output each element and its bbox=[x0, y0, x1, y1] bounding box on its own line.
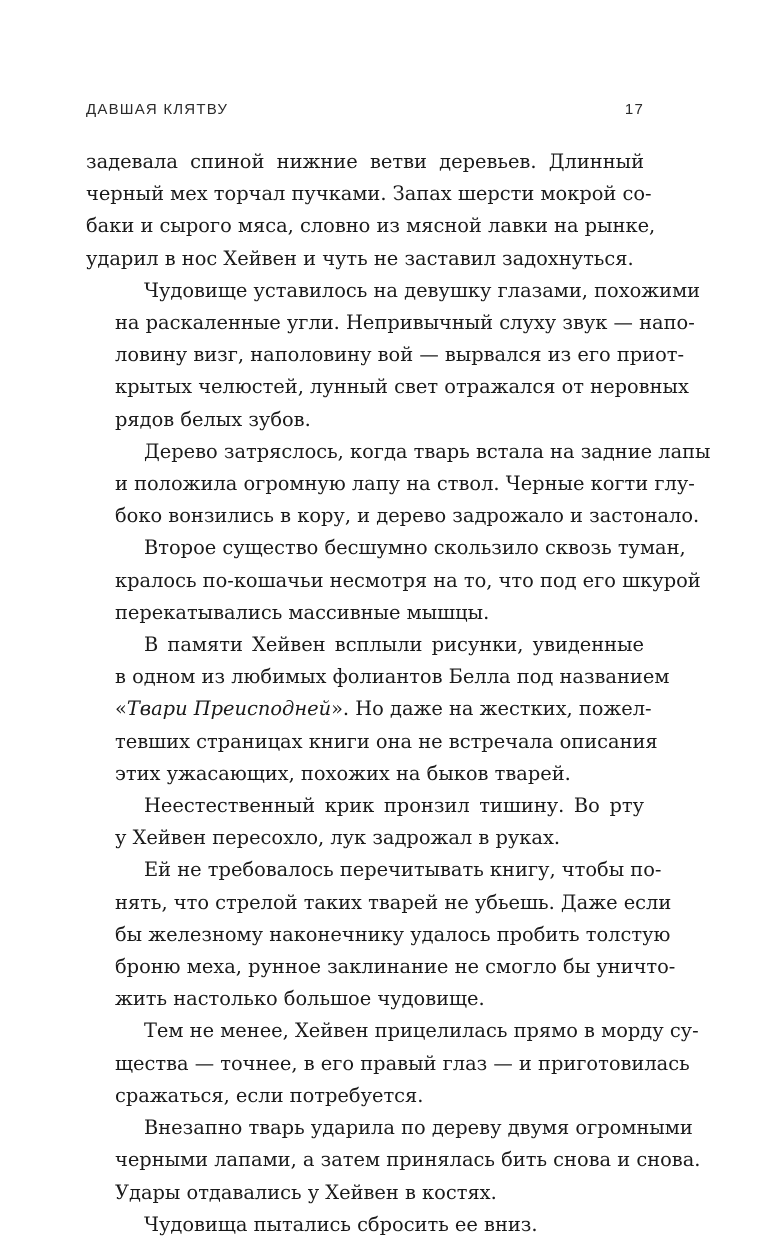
paragraph-1 bbox=[86, 146, 656, 275]
text-line: Чудовища пытались сбросить ее вниз. bbox=[144, 1212, 538, 1236]
paragraph-2 bbox=[86, 275, 701, 436]
paragraph-5 bbox=[86, 629, 670, 790]
paragraph-10 bbox=[86, 1209, 644, 1241]
running-header bbox=[86, 101, 644, 125]
text-line: баки и сырого мяса, словно из мясной лавки на рынке, bbox=[86, 214, 656, 238]
text-line: задевала спиной нижние ветви деревьев. Длинный bbox=[86, 150, 644, 173]
text-line-with-title bbox=[86, 693, 652, 725]
text-line: у Хейвен пересохло, лук задрожал в руках. bbox=[115, 826, 561, 850]
text-line: ловину визг, наполовину вой — вырвался из его приот- bbox=[115, 343, 685, 367]
paragraph-7 bbox=[86, 854, 676, 1015]
text-line: черный мех торчал пучками. Запах шерсти мокрой со- bbox=[86, 182, 652, 206]
text-line: тевших страницах книги она не встречала описания bbox=[115, 729, 658, 753]
text-line: щества — точнее, в его правый глаз — и приготовилась bbox=[115, 1051, 690, 1075]
text-line: бы железному наконечнику удалось пробить толстую bbox=[115, 922, 671, 946]
text-line: Внезапно тварь ударила по дереву двумя огромными bbox=[144, 1116, 693, 1140]
text-line: нять, что стрелой таких тварей не убьешь. Даже если bbox=[115, 890, 672, 914]
text-line: на раскаленные угли. Непривычный слуху звук — напо- bbox=[115, 311, 695, 335]
text-line: Удары отдавались у Хейвен в костях. bbox=[115, 1180, 497, 1204]
quote-close: ». Но даже на жестких, пожел- bbox=[331, 697, 652, 721]
book-reference-title: Твари Преисподней bbox=[126, 697, 332, 721]
text-line: и положила огромную лапу на ствол. Черные когти глу- bbox=[115, 472, 695, 496]
text-line: Тем не менее, Хейвен прицелилась прямо в морду су- bbox=[144, 1019, 699, 1043]
paragraph-3 bbox=[86, 436, 711, 533]
body-text bbox=[86, 146, 711, 1241]
page-number: 17 bbox=[624, 101, 644, 118]
quote-open: « bbox=[115, 697, 127, 721]
text-line: перекатывались массивные мышцы. bbox=[115, 600, 490, 624]
paragraph-6 bbox=[86, 790, 644, 854]
paragraph-9 bbox=[86, 1112, 701, 1209]
text-line: броню меха, рунное заклинание не смогло бы уничто- bbox=[115, 955, 676, 979]
text-line: Дерево затряслось, когда тварь встала на задние лапы bbox=[144, 439, 711, 463]
text-line: рядов белых зубов. bbox=[115, 407, 311, 431]
book-title: ДАВШАЯ КЛЯТВУ bbox=[86, 101, 229, 118]
text-line: черными лапами, а затем принялась бить снова и снова. bbox=[115, 1148, 701, 1172]
text-line: жить настолько большое чудовище. bbox=[115, 987, 485, 1011]
text-line: этих ужасающих, похожих на быков тварей. bbox=[115, 761, 571, 785]
text-line: Второе существо бесшумно скользило сквозь туман, bbox=[144, 536, 686, 560]
text-line: кралось по-кошачьи несмотря на то, что под его шкурой bbox=[115, 568, 701, 592]
paragraph-4 bbox=[86, 532, 701, 629]
text-line: Ей не требовалось перечитывать книгу, чтобы по- bbox=[144, 858, 662, 882]
text-line: Неестественный крик пронзил тишину. Во рту bbox=[144, 794, 644, 818]
paragraph-8 bbox=[86, 1015, 699, 1112]
text-line: боко вонзились в кору, и дерево задрожало и застонало. bbox=[115, 504, 700, 528]
text-line: В памяти Хейвен всплыли рисунки, увиденные bbox=[144, 633, 644, 657]
text-line: Чудовище уставилось на девушку глазами, похожими bbox=[144, 278, 701, 302]
text-line: крытых челюстей, лунный свет отражался от неровных bbox=[115, 375, 689, 399]
text-line: в одном из любимых фолиантов Белла под названием bbox=[115, 665, 670, 689]
text-line: сражаться, если потребуется. bbox=[115, 1083, 424, 1107]
text-line: ударил в нос Хейвен и чуть не заставил задохнуться. bbox=[86, 246, 634, 270]
